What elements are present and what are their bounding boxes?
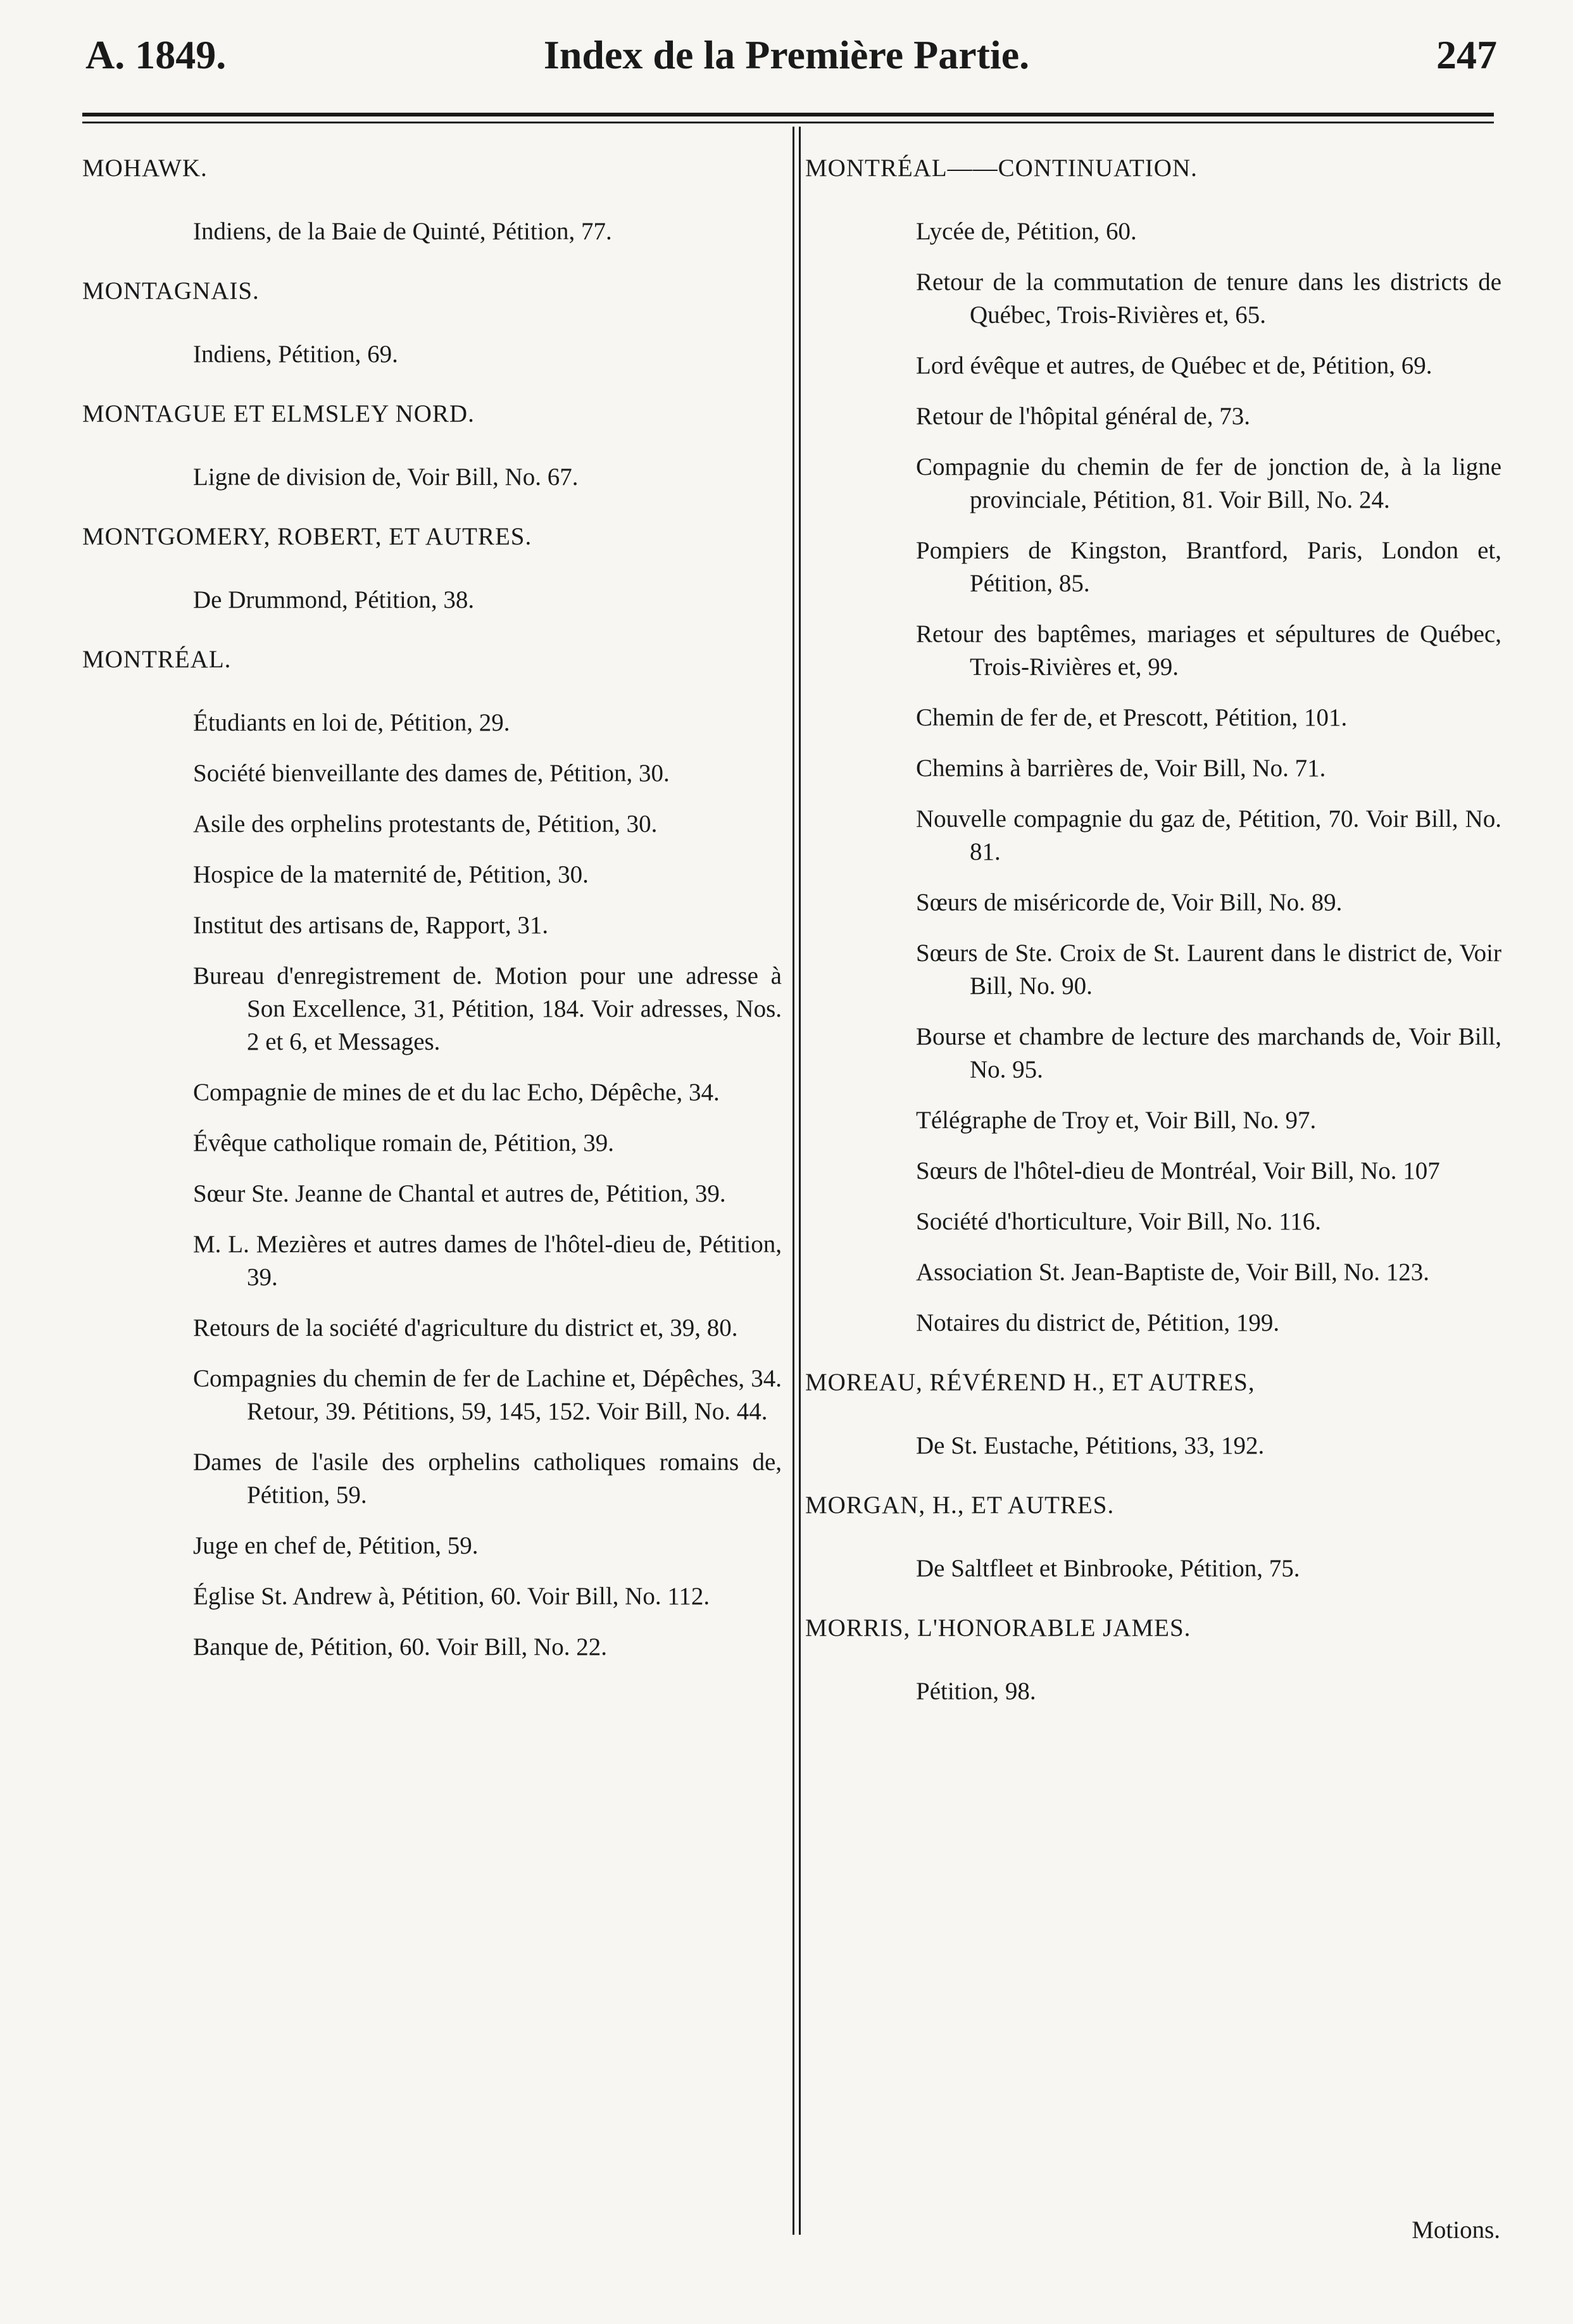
index-entry: Sœurs de Ste. Croix de St. Laurent dans le district de, Voir Bill, No. 90.	[916, 939, 1501, 1000]
index-entry: Pétition, 98.	[916, 1678, 1036, 1705]
index-heading: MORGAN, H., ET AUTRES.	[805, 1492, 1115, 1519]
index-heading: MONTAGNAIS.	[82, 277, 260, 305]
index-entry: Chemins à barrières de, Voir Bill, No. 71.	[916, 755, 1326, 782]
page-header	[0, 32, 1573, 89]
index-heading: MONTGOMERY, ROBERT, ET AUTRES.	[82, 523, 532, 550]
page-number: 247	[1436, 32, 1497, 77]
index-heading: MONTAGUE ET ELMSLEY NORD.	[82, 400, 475, 427]
index-entry: Banque de, Pétition, 60. Voir Bill, No. 22.	[193, 1633, 607, 1661]
index-entry: Pompiers de Kingston, Brantford, Paris, London et, Pétition, 85.	[916, 537, 1501, 597]
index-heading: MOHAWK.	[82, 154, 208, 182]
index-entry: Retour de la commutation de tenure dans les districts de Québec, Trois-Rivières et, 65.	[916, 268, 1501, 329]
index-entry: Bureau d'enregistrement de. Motion pour une adresse à Son Excellence, 31, Pétition, 184. Voir adresses, Nos. 2 et 6, et Messages.	[193, 962, 782, 1055]
index-entry: De Drummond, Pétition, 38.	[193, 586, 475, 613]
index-entry: Ligne de division de, Voir Bill, No. 67.	[193, 463, 579, 491]
index-entry: Indiens, Pétition, 69.	[193, 341, 398, 368]
index-entry: Hospice de la maternité de, Pétition, 30.	[193, 861, 589, 888]
index-entry: Retour des baptêmes, mariages et sépultures de Québec, Trois-Rivières et, 99.	[916, 620, 1501, 681]
index-entry: M. L. Mezières et autres dames de l'hôtel-dieu de, Pétition, 39.	[193, 1231, 782, 1291]
index-heading: MORRIS, L'HONORABLE JAMES.	[805, 1614, 1191, 1642]
index-entry: Lycée de, Pétition, 60.	[916, 218, 1137, 245]
header-title: Index de la Première Partie.	[543, 32, 1030, 77]
index-entry: Sœur Ste. Jeanne de Chantal et autres de, Pétition, 39.	[193, 1180, 726, 1207]
index-heading: MOREAU, RÉVÉREND H., ET AUTRES,	[805, 1369, 1255, 1396]
column-divider-inner	[799, 127, 801, 2235]
index-entry: Sœurs de l'hôtel-dieu de Montréal, Voir Bill, No. 107	[916, 1157, 1440, 1184]
index-entry: De Saltfleet et Binbrooke, Pétition, 75.	[916, 1555, 1300, 1582]
index-entry: Retours de la société d'agriculture du district et, 39, 80.	[193, 1314, 738, 1341]
index-entry: Télégraphe de Troy et, Voir Bill, No. 97.	[916, 1107, 1317, 1134]
index-entry: Nouvelle compagnie du gaz de, Pétition, 70. Voir Bill, No. 81.	[916, 805, 1501, 865]
left-column	[82, 152, 782, 1664]
index-entry: Chemin de fer de, et Prescott, Pétition, 101.	[916, 704, 1348, 731]
index-entry: Retour de l'hôpital général de, 73.	[916, 403, 1250, 430]
index-entry: Compagnie de mines de et du lac Echo, Dépêche, 34.	[193, 1079, 720, 1106]
column-divider	[793, 127, 794, 2235]
index-entry: Notaires du district de, Pétition, 199.	[916, 1309, 1280, 1336]
index-entry: Asile des orphelins protestants de, Pétition, 30.	[193, 810, 658, 838]
index-entry: De St. Eustache, Pétitions, 33, 192.	[916, 1432, 1265, 1459]
index-entry: Dames de l'asile des orphelins catholiques romains de, Pétition, 59.	[193, 1448, 782, 1509]
header-rule-thin	[82, 122, 1494, 123]
index-heading: MONTRÉAL.	[82, 646, 232, 673]
index-entry: Lord évêque et autres, de Québec et de, Pétition, 69.	[916, 352, 1432, 379]
index-entry: Compagnie du chemin de fer de jonction de, à la ligne provinciale, Pétition, 81. Voir Bill, No. 24.	[916, 453, 1501, 513]
index-entry: Compagnies du chemin de fer de Lachine et, Dépêches, 34. Retour, 39. Pétitions, 59, 145, 152. Voir Bill, No. 44.	[193, 1365, 782, 1425]
index-entry: Évêque catholique romain de, Pétition, 39.	[193, 1129, 614, 1157]
index-entry: Bourse et chambre de lecture des marchands de, Voir Bill, No. 95.	[916, 1023, 1501, 1083]
index-entry: Église St. Andrew à, Pétition, 60. Voir Bill, No. 112.	[193, 1583, 710, 1610]
index-entry: Institut des artisans de, Rapport, 31.	[193, 912, 549, 939]
header-rule-thick	[82, 113, 1494, 116]
index-entry: Association St. Jean-Baptiste de, Voir Bill, No. 123.	[916, 1259, 1430, 1286]
index-entry: Étudiants en loi de, Pétition, 29.	[193, 709, 510, 736]
index-entry: Société bienveillante des dames de, Pétition, 30.	[193, 760, 670, 787]
index-entry: Juge en chef de, Pétition, 59.	[193, 1532, 479, 1559]
header-year: A. 1849.	[85, 32, 227, 77]
index-entry: Sœurs de miséricorde de, Voir Bill, No. 89.	[916, 889, 1343, 916]
catchword: Motions.	[1412, 2216, 1500, 2244]
index-entry: Indiens, de la Baie de Quinté, Pétition, 77.	[193, 218, 612, 245]
right-column	[805, 152, 1501, 1708]
index-heading: MONTRÉAL——CONTINUATION.	[805, 154, 1198, 182]
index-entry: Société d'horticulture, Voir Bill, No. 116.	[916, 1208, 1321, 1235]
